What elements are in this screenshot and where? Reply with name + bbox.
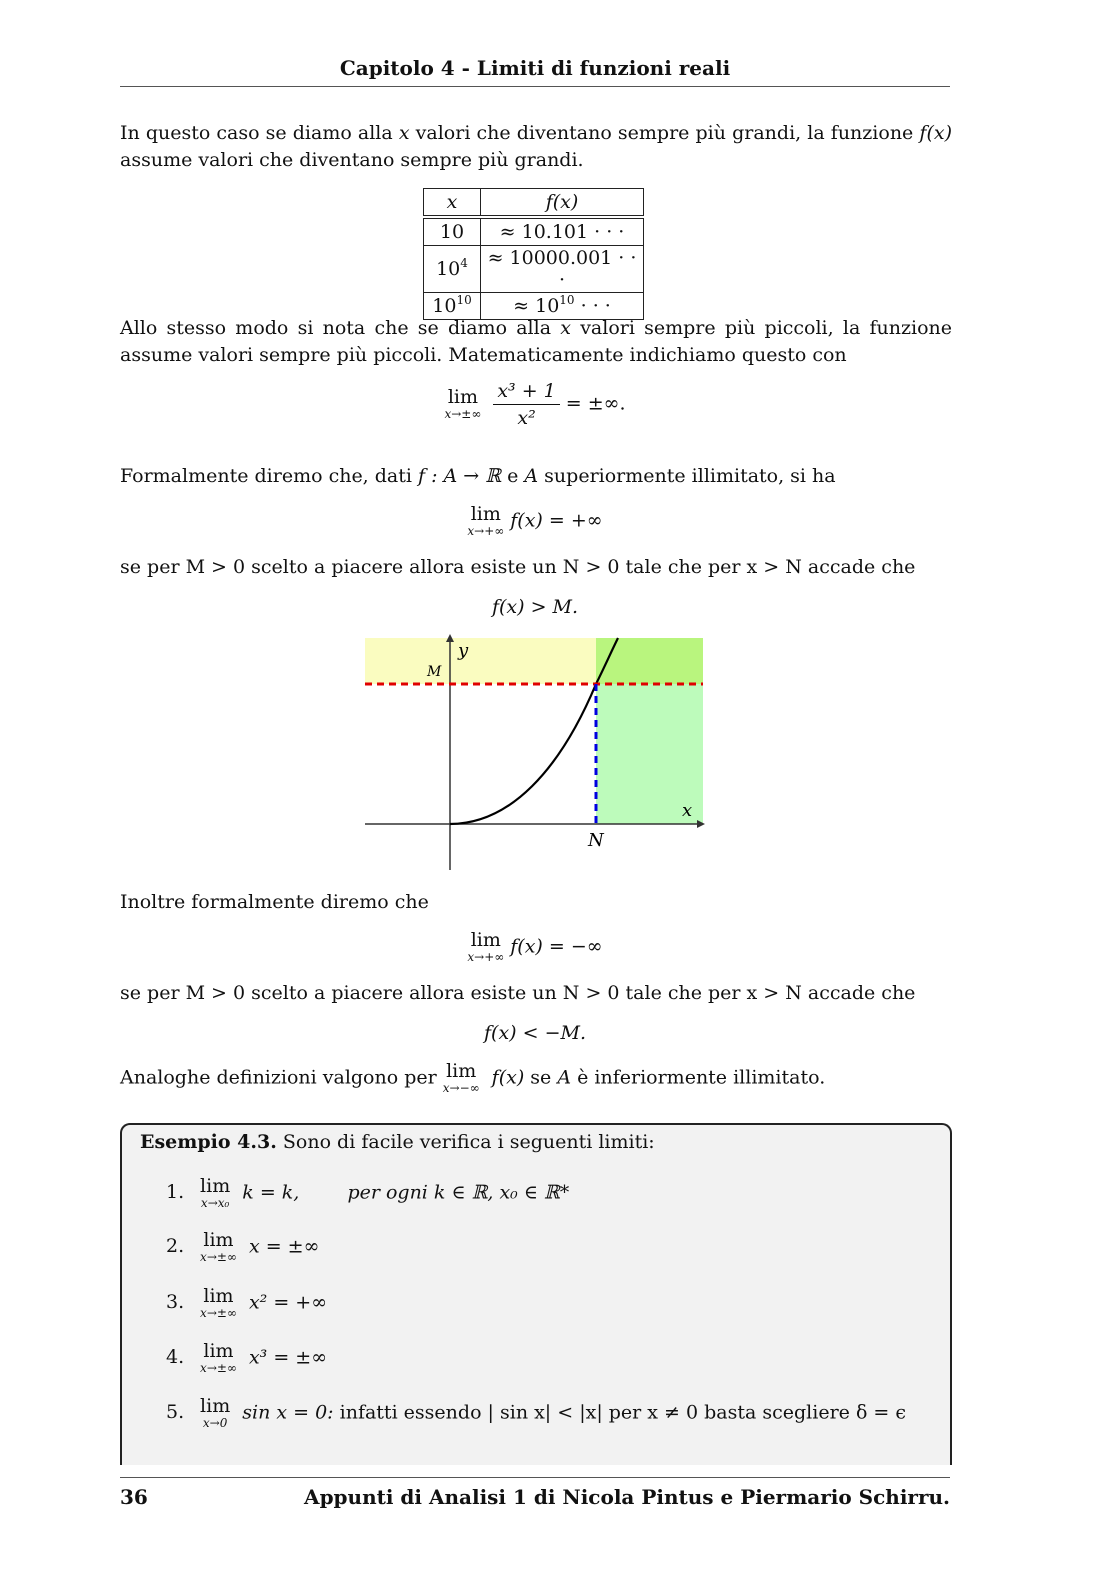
values-table: [423, 188, 644, 320]
lim-subscript: x→±∞: [200, 1360, 237, 1375]
item-body: x³ = ±∞: [248, 1346, 328, 1369]
equation-f-greater-m: [120, 596, 950, 618]
n-label: N: [588, 830, 604, 851]
para3-function: f : A → ℝ: [418, 465, 502, 487]
list-item: [166, 1177, 569, 1210]
footer-title: Appunti di Analisi 1 di Nicola Pintus e Piermario Schirru.: [304, 1485, 950, 1509]
lim-subscript: x→+∞: [467, 949, 505, 964]
lim-subscript: x→±∞: [200, 1305, 237, 1320]
yellow-band: [365, 638, 596, 684]
lim-word: lim: [446, 1060, 477, 1082]
para1-text-c: assume valori che diventano sempre più grandi.: [120, 149, 584, 171]
table-cell-fx: ≈ 10.101 · · ·: [481, 217, 644, 246]
fraction-numerator: x³ + 1: [493, 380, 559, 405]
paragraph-intro: [120, 120, 952, 174]
table-header-row: [424, 189, 644, 218]
para5-text-b: se: [530, 1066, 552, 1089]
limit-operator: [200, 1397, 230, 1430]
table-fx-post: · · ·: [574, 295, 611, 317]
para1-var-x: x: [398, 122, 410, 144]
equation-rhs: = ±∞.: [565, 392, 626, 415]
item-body: x² = +∞: [248, 1291, 328, 1314]
list-item: [166, 1231, 319, 1264]
table-header-x: x: [424, 189, 481, 218]
table-x-exp: 10: [456, 293, 472, 307]
para3-text-a: Formalmente diremo che, dati: [120, 465, 412, 487]
table-header-fx: f(x): [481, 189, 644, 218]
example-title: [140, 1131, 655, 1153]
table-cell-x: [424, 246, 481, 293]
lim-subscript: x→±∞: [200, 1249, 237, 1264]
limit-graph: [360, 630, 710, 875]
para1-fx: f(x): [919, 122, 952, 144]
limit-operator: [467, 931, 504, 964]
table-row: [424, 246, 644, 293]
overlap-region: [596, 638, 703, 684]
table-cell-x: 10: [424, 217, 481, 246]
condition-text-2: se per M > 0 scelto a piacere allora esiste un N > 0 tale che per x > N accade che: [120, 982, 916, 1004]
item-number: 4.: [166, 1346, 185, 1369]
para3-set-a: A: [524, 465, 539, 487]
limit-operator: [200, 1342, 237, 1375]
list-item: [166, 1342, 327, 1375]
fraction: [493, 380, 559, 429]
equation-f-less-minus-m: [120, 1022, 950, 1044]
para3-text-c: superiormente illimitato, si ha: [544, 465, 836, 487]
page-number: 36: [120, 1485, 148, 1509]
list-item: [166, 1397, 906, 1430]
para5-fx: f(x): [491, 1066, 525, 1089]
table-x-exp: 4: [460, 256, 468, 270]
condition-text-1: se per M > 0 scelto a piacere allora esiste un N > 0 tale che per x > N accade che: [120, 556, 916, 578]
lim-word: lim: [203, 1229, 234, 1251]
example-intro: Sono di facile verifica i seguenti limiti:: [282, 1131, 655, 1153]
table-fx-exp: 10: [559, 293, 575, 307]
item-body: sin x = 0:: [242, 1401, 334, 1424]
page-header: Capitolo 4 - Limiti di funzioni reali: [339, 56, 731, 80]
item-body: x = ±∞: [248, 1235, 320, 1258]
m-label: M: [427, 664, 442, 680]
para2-var-x: x: [560, 317, 571, 339]
limit-operator: [200, 1177, 230, 1210]
table-x-base: 10: [436, 258, 461, 280]
table-x-base: 10: [432, 295, 457, 317]
equation-body: f(x) = +∞: [510, 509, 603, 532]
para3-text-b: e: [507, 465, 519, 487]
paragraph-analoghe: [120, 1062, 952, 1095]
para1-text-b: valori che diventano sempre più grandi, la funzione: [415, 122, 914, 144]
y-axis-label: y: [458, 640, 469, 661]
item-number: 3.: [166, 1291, 185, 1314]
item-note: per ogni k ∈ ℝ, x₀ ∈ ℝ*: [347, 1181, 570, 1204]
item-note: infatti essendo | sin x| < |x| per x ≠ 0 basta scegliere δ = ϵ: [339, 1401, 907, 1424]
table-row: [424, 217, 644, 246]
table-fx-pre: ≈ 10: [513, 295, 560, 317]
list-item: [166, 1287, 327, 1320]
equation-limit-fraction: [120, 380, 950, 429]
item-number: 5.: [166, 1401, 185, 1424]
lim-subscript: x→0: [202, 1415, 228, 1430]
limit-operator: [443, 1062, 480, 1095]
lim-word: lim: [470, 503, 501, 525]
example-label: Esempio 4.3.: [140, 1131, 277, 1153]
lim-word: lim: [470, 929, 501, 951]
item-number: 1.: [166, 1181, 185, 1204]
para5-set-a: A: [557, 1066, 572, 1089]
para5-text-a: Analoghe definizioni valgono per: [120, 1066, 437, 1089]
item-number: 2.: [166, 1235, 185, 1258]
paragraph-inoltre: Inoltre formalmente diremo che: [120, 891, 429, 913]
limit-operator: [200, 1231, 237, 1264]
para5-text-c: è inferiormente illimitato.: [577, 1066, 826, 1089]
equation-limit-plus-inf: [120, 505, 950, 538]
lim-word: lim: [447, 386, 478, 409]
limit-operator: [444, 388, 481, 421]
limit-operator: [467, 505, 504, 538]
lim-subscript: x→+∞: [467, 523, 505, 538]
para2-text-b: valori sempre più piccoli, la funzione assume valori sempre più piccoli. Matematicamente indichiamo questo con: [120, 317, 953, 366]
equation-limit-minus-inf: [120, 931, 950, 964]
para1-text-a: In questo caso se diamo alla: [120, 122, 393, 144]
lim-subscript: x→−∞: [442, 1080, 480, 1095]
limit-operator: [200, 1287, 237, 1320]
para2-text-a: Allo stesso modo si nota che se diamo alla: [120, 317, 552, 339]
lim-word: lim: [203, 1285, 234, 1307]
lim-subscript: x→x₀: [200, 1195, 230, 1210]
paragraph-smaller: [120, 315, 952, 369]
table-cell-fx: ≈ 10000.001 · · ·: [481, 246, 644, 293]
header-rule: [120, 86, 950, 87]
example-box: [120, 1123, 952, 1465]
equation-text: f(x) > M.: [491, 596, 579, 618]
equation-body: f(x) = −∞: [510, 935, 603, 958]
lim-word: lim: [200, 1175, 231, 1197]
footer-rule: [120, 1477, 950, 1478]
equation-text: f(x) < −M.: [484, 1022, 586, 1044]
lim-word: lim: [203, 1340, 234, 1362]
lim-word: lim: [200, 1395, 231, 1417]
x-axis-label: x: [682, 800, 693, 821]
paragraph-formal-def: [120, 463, 952, 490]
lim-subscript: x→±∞: [444, 407, 482, 422]
item-body: k = k,: [242, 1181, 300, 1204]
fraction-denominator: x²: [517, 407, 536, 429]
